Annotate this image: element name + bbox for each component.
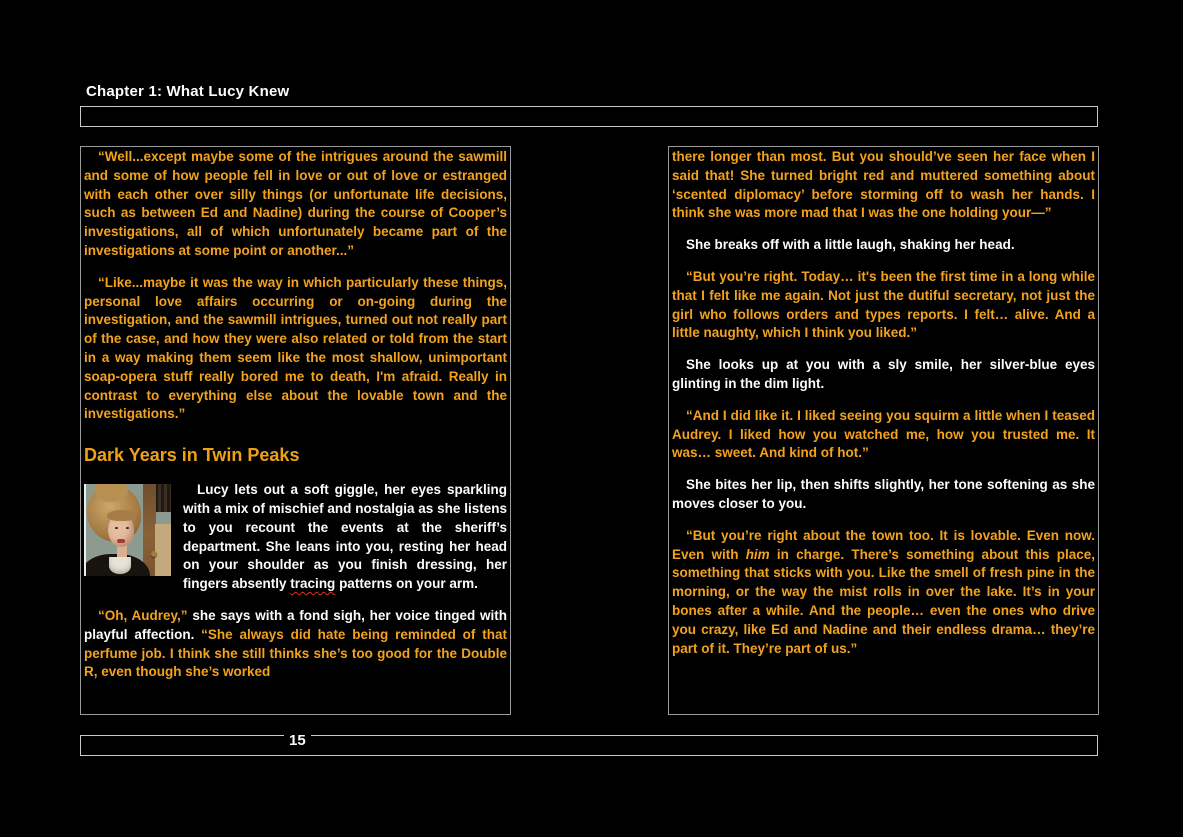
narration-text: patterns on your arm. bbox=[335, 576, 478, 592]
dialogue-text: “She always did hate being reminded of that perfume job. I think she still thinks she’s too good for the Double R, even though she’s worked bbox=[84, 626, 507, 680]
photo-lace-collar bbox=[109, 557, 131, 574]
dialogue-text: “But you’re right about the town too. It is lovable. Even now. Even with bbox=[672, 527, 1095, 562]
dialogue-paragraph: “But you’re right. Today… it's been the first time in a long while that I felt like me again. Not just the dutiful secretary, not just the girl who follows orders and types reports. I felt… alive. And a little naughty, which I think you liked.” bbox=[672, 268, 1095, 341]
dialogue-paragraph-continued: there longer than most. But you should’ve seen her face when I said that! She turned bright red and muttered something about ‘scented diplomacy’ before storming off to wash her hands. I think she was more mad that I was the one holding your—” bbox=[672, 149, 1095, 221]
left-text-frame[interactable] bbox=[80, 146, 511, 715]
photo-door bbox=[155, 524, 171, 576]
photo-lips bbox=[117, 539, 125, 543]
narration-text: she says with a fond sigh, her voice tinged with playful affection. bbox=[84, 607, 507, 642]
dialogue-text: “Oh, Audrey,” bbox=[98, 607, 188, 623]
narration-paragraph-with-photo bbox=[84, 481, 507, 594]
right-text-frame[interactable] bbox=[668, 146, 1099, 715]
narration-text: Lucy lets out a soft giggle, her eyes sparkling with a mix of mischief and nostalgia as she listens to you recount the events at the sheriff’s department. She leans into you, resting her head on your shoulder as you finish dressing, her fingers absently bbox=[183, 482, 507, 592]
dialogue-paragraph: “Well...except maybe some of the intrigues around the sawmill and some of how people fell in love or out of love or estranged with each other over silly things (or unfortunate life decisions, such as between Ed and Nadine) during the course of Cooper’s investigations, all of which unfortunately became part of the investigations at some point or another...” bbox=[84, 149, 507, 258]
lucy-portrait-photo bbox=[84, 484, 171, 576]
page-number: 15 bbox=[284, 732, 311, 749]
footer-rule bbox=[80, 732, 1098, 756]
narration-paragraph: She looks up at you with a sly smile, her silver-blue eyes glinting in the dim light. bbox=[672, 357, 1095, 391]
dialogue-paragraph bbox=[672, 527, 1095, 659]
photo-bangs bbox=[107, 510, 136, 521]
mixed-paragraph bbox=[84, 607, 507, 682]
dialogue-paragraph: “And I did like it. I liked seeing you squirm a little when I teased Audrey. I liked how you watched me, how you trusted me. It was… sweet. And kind of hot.” bbox=[672, 407, 1095, 461]
dialogue-text: in charge. There’s something about this place, something that sticks with you. Like the smell of fresh pine in the morning, or the way the mist rolls in over the lake. It’s in your bones after a while. And the people… even the ones who drive you crazy, like Ed and Nadine and their endless drama… they’re part of it. They’re part of us.” bbox=[672, 546, 1095, 656]
section-heading: Dark Years in Twin Peaks bbox=[84, 445, 300, 466]
chapter-header-text: Chapter 1: What Lucy Knew bbox=[86, 83, 290, 100]
dialogue-paragraph: “Like...maybe it was the way in which particularly these things, personal love affairs occurring or on-going during the investigation, and the sawmill intrigues, turned out not really part of the case, and how they were also related or told from the start in a way making them seem like the most shallow, unimportant soap-opera stuff really bored me to death, I'm afraid. Really in contrast to everything else about the lovable town and the investigations.” bbox=[84, 274, 507, 422]
italic-word: him bbox=[745, 546, 770, 562]
narration-paragraph: She breaks off with a little laugh, shaking her head. bbox=[686, 237, 1015, 253]
spellchecked-word: tracing bbox=[290, 576, 336, 592]
narration-paragraph: She bites her lip, then shifts slightly, her tone softening as she moves closer to you. bbox=[672, 477, 1095, 511]
header-rule bbox=[80, 106, 1098, 127]
